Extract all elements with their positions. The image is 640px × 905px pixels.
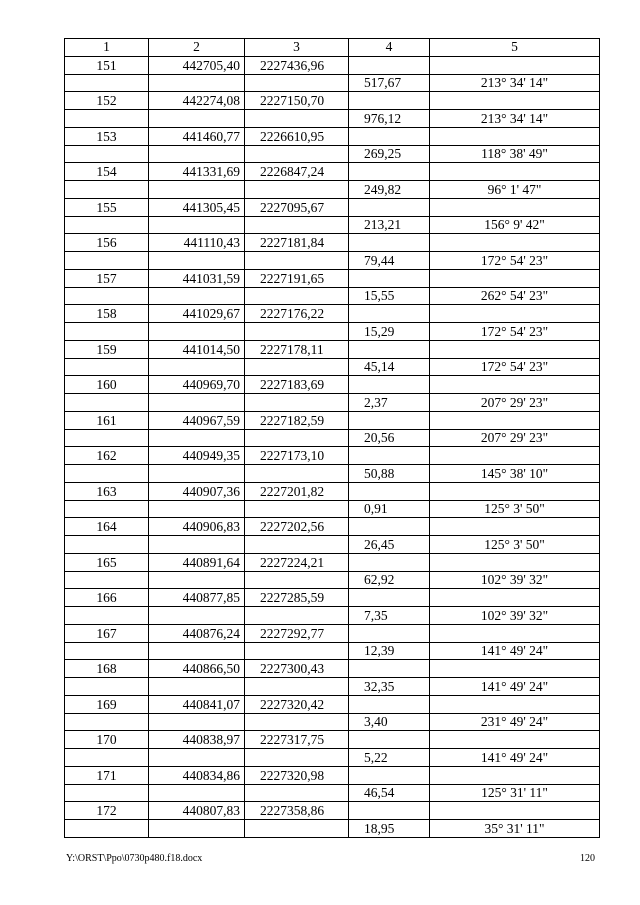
point-row xyxy=(65,411,600,429)
segment-row xyxy=(65,713,600,731)
cell-x-coordinate: 440877,85 xyxy=(149,589,245,607)
cell-y-coordinate xyxy=(245,678,349,696)
cell-y-coordinate xyxy=(245,323,349,341)
cell-x-coordinate xyxy=(149,678,245,696)
cell-direction-angle xyxy=(430,127,600,145)
cell-x-coordinate xyxy=(149,287,245,305)
cell-direction-angle xyxy=(430,802,600,820)
cell-distance xyxy=(349,340,430,358)
segment-row xyxy=(65,642,600,660)
point-row xyxy=(65,92,600,110)
cell-direction-angle: 207° 29' 23" xyxy=(430,429,600,447)
cell-point-number xyxy=(65,181,149,199)
cell-y-coordinate xyxy=(245,642,349,660)
point-row xyxy=(65,553,600,571)
cell-point-number xyxy=(65,713,149,731)
cell-point-number xyxy=(65,784,149,802)
cell-distance xyxy=(349,802,430,820)
segment-row xyxy=(65,429,600,447)
cell-distance xyxy=(349,56,430,74)
cell-point-number xyxy=(65,145,149,163)
cell-y-coordinate: 2227320,98 xyxy=(245,766,349,784)
cell-direction-angle xyxy=(430,553,600,571)
cell-point-number xyxy=(65,287,149,305)
cell-y-coordinate xyxy=(245,181,349,199)
cell-direction-angle: 118° 38' 49" xyxy=(430,145,600,163)
cell-direction-angle xyxy=(430,731,600,749)
cell-y-coordinate xyxy=(245,145,349,163)
cell-distance: 18,95 xyxy=(349,820,430,838)
cell-distance: 15,55 xyxy=(349,287,430,305)
cell-distance xyxy=(349,92,430,110)
cell-y-coordinate xyxy=(245,394,349,412)
cell-x-coordinate: 441110,43 xyxy=(149,234,245,252)
cell-x-coordinate xyxy=(149,465,245,483)
cell-point-number: 157 xyxy=(65,269,149,287)
cell-point-number: 161 xyxy=(65,411,149,429)
cell-direction-angle xyxy=(430,376,600,394)
cell-distance xyxy=(349,411,430,429)
point-row xyxy=(65,163,600,181)
cell-x-coordinate xyxy=(149,323,245,341)
cell-distance: 0,91 xyxy=(349,500,430,518)
cell-distance xyxy=(349,447,430,465)
cell-x-coordinate xyxy=(149,500,245,518)
segment-row xyxy=(65,110,600,128)
point-row xyxy=(65,589,600,607)
cell-y-coordinate: 2227183,69 xyxy=(245,376,349,394)
cell-x-coordinate xyxy=(149,110,245,128)
cell-distance: 45,14 xyxy=(349,358,430,376)
cell-x-coordinate: 441029,67 xyxy=(149,305,245,323)
cell-point-number xyxy=(65,536,149,554)
cell-y-coordinate xyxy=(245,500,349,518)
cell-direction-angle: 213° 34' 14" xyxy=(430,74,600,92)
cell-y-coordinate: 2227317,75 xyxy=(245,731,349,749)
cell-direction-angle: 207° 29' 23" xyxy=(430,394,600,412)
cell-y-coordinate: 2227292,77 xyxy=(245,624,349,642)
cell-distance xyxy=(349,624,430,642)
column-header-x-coordinate: 2 xyxy=(149,39,245,57)
cell-point-number xyxy=(65,678,149,696)
cell-y-coordinate xyxy=(245,287,349,305)
segment-row xyxy=(65,394,600,412)
point-row xyxy=(65,482,600,500)
cell-point-number xyxy=(65,820,149,838)
cell-direction-angle: 213° 34' 14" xyxy=(430,110,600,128)
cell-x-coordinate xyxy=(149,607,245,625)
cell-point-number: 154 xyxy=(65,163,149,181)
point-row xyxy=(65,198,600,216)
cell-point-number: 163 xyxy=(65,482,149,500)
cell-point-number xyxy=(65,429,149,447)
cell-distance: 2,37 xyxy=(349,394,430,412)
cell-x-coordinate: 440841,07 xyxy=(149,695,245,713)
cell-y-coordinate: 2227150,70 xyxy=(245,92,349,110)
cell-direction-angle: 172° 54' 23" xyxy=(430,323,600,341)
cell-direction-angle: 102° 39' 32" xyxy=(430,571,600,589)
cell-direction-angle: 172° 54' 23" xyxy=(430,358,600,376)
cell-point-number xyxy=(65,110,149,128)
cell-direction-angle xyxy=(430,411,600,429)
cell-distance: 213,21 xyxy=(349,216,430,234)
cell-distance: 20,56 xyxy=(349,429,430,447)
cell-direction-angle: 141° 49' 24" xyxy=(430,642,600,660)
cell-x-coordinate: 440876,24 xyxy=(149,624,245,642)
cell-direction-angle: 125° 3' 50" xyxy=(430,500,600,518)
cell-direction-angle xyxy=(430,695,600,713)
cell-distance: 12,39 xyxy=(349,642,430,660)
cell-direction-angle xyxy=(430,234,600,252)
cell-x-coordinate xyxy=(149,784,245,802)
cell-point-number: 160 xyxy=(65,376,149,394)
cell-x-coordinate xyxy=(149,74,245,92)
point-row xyxy=(65,305,600,323)
segment-row xyxy=(65,536,600,554)
point-row xyxy=(65,660,600,678)
cell-x-coordinate: 440866,50 xyxy=(149,660,245,678)
cell-y-coordinate: 2227300,43 xyxy=(245,660,349,678)
cell-direction-angle xyxy=(430,589,600,607)
cell-y-coordinate: 2227285,59 xyxy=(245,589,349,607)
cell-x-coordinate: 442705,40 xyxy=(149,56,245,74)
footer-page-number: 120 xyxy=(580,853,595,864)
cell-point-number: 171 xyxy=(65,766,149,784)
cell-point-number: 162 xyxy=(65,447,149,465)
cell-distance xyxy=(349,589,430,607)
column-header-y-coordinate: 3 xyxy=(245,39,349,57)
cell-y-coordinate xyxy=(245,216,349,234)
cell-x-coordinate xyxy=(149,181,245,199)
cell-distance xyxy=(349,660,430,678)
cell-distance xyxy=(349,695,430,713)
cell-direction-angle xyxy=(430,482,600,500)
cell-direction-angle xyxy=(430,518,600,536)
cell-distance: 79,44 xyxy=(349,252,430,270)
cell-direction-angle: 231° 49' 24" xyxy=(430,713,600,731)
point-row xyxy=(65,624,600,642)
segment-row xyxy=(65,145,600,163)
cell-y-coordinate xyxy=(245,74,349,92)
cell-point-number: 156 xyxy=(65,234,149,252)
cell-y-coordinate: 2227191,65 xyxy=(245,269,349,287)
cell-x-coordinate: 440807,83 xyxy=(149,802,245,820)
cell-direction-angle xyxy=(430,198,600,216)
point-row xyxy=(65,376,600,394)
cell-y-coordinate: 2227173,10 xyxy=(245,447,349,465)
cell-x-coordinate: 440969,70 xyxy=(149,376,245,394)
cell-distance xyxy=(349,198,430,216)
cell-direction-angle: 141° 49' 24" xyxy=(430,749,600,767)
cell-y-coordinate: 2227201,82 xyxy=(245,482,349,500)
cell-x-coordinate: 441331,69 xyxy=(149,163,245,181)
cell-x-coordinate: 441305,45 xyxy=(149,198,245,216)
cell-y-coordinate xyxy=(245,358,349,376)
cell-direction-angle: 125° 3' 50" xyxy=(430,536,600,554)
cell-y-coordinate: 2227095,67 xyxy=(245,198,349,216)
cell-x-coordinate xyxy=(149,252,245,270)
cell-distance xyxy=(349,731,430,749)
cell-x-coordinate xyxy=(149,394,245,412)
cell-point-number xyxy=(65,323,149,341)
cell-distance: 50,88 xyxy=(349,465,430,483)
cell-x-coordinate: 440906,83 xyxy=(149,518,245,536)
cell-y-coordinate: 2227224,21 xyxy=(245,553,349,571)
point-row xyxy=(65,802,600,820)
point-row xyxy=(65,269,600,287)
cell-y-coordinate xyxy=(245,465,349,483)
point-row xyxy=(65,340,600,358)
cell-point-number xyxy=(65,571,149,589)
cell-direction-angle: 96° 1' 47" xyxy=(430,181,600,199)
cell-x-coordinate xyxy=(149,749,245,767)
cell-distance xyxy=(349,127,430,145)
cell-point-number: 169 xyxy=(65,695,149,713)
cell-distance xyxy=(349,269,430,287)
cell-distance: 46,54 xyxy=(349,784,430,802)
point-row xyxy=(65,447,600,465)
cell-point-number: 172 xyxy=(65,802,149,820)
footer-file-path: Y:\ORST\Ppo\0730p480.f18.docx xyxy=(66,853,203,864)
cell-point-number: 153 xyxy=(65,127,149,145)
cell-distance: 32,35 xyxy=(349,678,430,696)
cell-distance xyxy=(349,482,430,500)
cell-direction-angle: 125° 31' 11" xyxy=(430,784,600,802)
cell-point-number: 155 xyxy=(65,198,149,216)
cell-point-number xyxy=(65,216,149,234)
cell-direction-angle xyxy=(430,660,600,678)
point-row xyxy=(65,695,600,713)
cell-point-number xyxy=(65,74,149,92)
cell-point-number: 167 xyxy=(65,624,149,642)
cell-point-number xyxy=(65,394,149,412)
cell-point-number: 170 xyxy=(65,731,149,749)
segment-row xyxy=(65,749,600,767)
cell-y-coordinate: 2227202,56 xyxy=(245,518,349,536)
cell-point-number: 151 xyxy=(65,56,149,74)
cell-x-coordinate: 442274,08 xyxy=(149,92,245,110)
column-header-distance: 4 xyxy=(349,39,430,57)
cell-x-coordinate: 440838,97 xyxy=(149,731,245,749)
cell-y-coordinate: 2226847,24 xyxy=(245,163,349,181)
cell-direction-angle xyxy=(430,624,600,642)
segment-row xyxy=(65,74,600,92)
cell-y-coordinate: 2227181,84 xyxy=(245,234,349,252)
cell-distance xyxy=(349,766,430,784)
cell-direction-angle xyxy=(430,92,600,110)
cell-x-coordinate: 440834,86 xyxy=(149,766,245,784)
cell-point-number xyxy=(65,358,149,376)
cell-direction-angle xyxy=(430,163,600,181)
cell-point-number: 164 xyxy=(65,518,149,536)
cell-distance: 249,82 xyxy=(349,181,430,199)
table-body xyxy=(65,56,600,837)
cell-x-coordinate: 440967,59 xyxy=(149,411,245,429)
cell-y-coordinate: 2227182,59 xyxy=(245,411,349,429)
cell-direction-angle xyxy=(430,340,600,358)
cell-direction-angle xyxy=(430,56,600,74)
point-row xyxy=(65,56,600,74)
segment-row xyxy=(65,820,600,838)
cell-direction-angle: 156° 9' 42" xyxy=(430,216,600,234)
cell-x-coordinate xyxy=(149,642,245,660)
coordinates-table xyxy=(64,38,600,838)
cell-x-coordinate xyxy=(149,536,245,554)
table-header-row xyxy=(65,39,600,57)
cell-distance: 269,25 xyxy=(349,145,430,163)
segment-row xyxy=(65,607,600,625)
cell-x-coordinate xyxy=(149,820,245,838)
cell-direction-angle: 262° 54' 23" xyxy=(430,287,600,305)
cell-direction-angle: 172° 54' 23" xyxy=(430,252,600,270)
cell-y-coordinate: 2227320,42 xyxy=(245,695,349,713)
cell-x-coordinate: 441460,77 xyxy=(149,127,245,145)
point-row xyxy=(65,731,600,749)
cell-distance: 26,45 xyxy=(349,536,430,554)
segment-row xyxy=(65,216,600,234)
segment-row xyxy=(65,358,600,376)
cell-point-number: 152 xyxy=(65,92,149,110)
cell-point-number xyxy=(65,642,149,660)
segment-row xyxy=(65,181,600,199)
segment-row xyxy=(65,323,600,341)
cell-point-number: 168 xyxy=(65,660,149,678)
cell-direction-angle: 145° 38' 10" xyxy=(430,465,600,483)
point-row xyxy=(65,766,600,784)
cell-distance: 976,12 xyxy=(349,110,430,128)
cell-x-coordinate xyxy=(149,145,245,163)
cell-x-coordinate xyxy=(149,571,245,589)
cell-point-number: 166 xyxy=(65,589,149,607)
cell-y-coordinate xyxy=(245,536,349,554)
cell-point-number xyxy=(65,749,149,767)
segment-row xyxy=(65,500,600,518)
cell-y-coordinate xyxy=(245,607,349,625)
cell-x-coordinate: 441014,50 xyxy=(149,340,245,358)
segment-row xyxy=(65,571,600,589)
cell-y-coordinate: 2227436,96 xyxy=(245,56,349,74)
cell-distance xyxy=(349,234,430,252)
segment-row xyxy=(65,252,600,270)
cell-y-coordinate: 2226610,95 xyxy=(245,127,349,145)
cell-point-number: 158 xyxy=(65,305,149,323)
cell-direction-angle xyxy=(430,305,600,323)
cell-x-coordinate: 440891,64 xyxy=(149,553,245,571)
cell-y-coordinate: 2227176,22 xyxy=(245,305,349,323)
cell-point-number xyxy=(65,500,149,518)
cell-y-coordinate xyxy=(245,713,349,731)
cell-point-number xyxy=(65,607,149,625)
cell-y-coordinate xyxy=(245,429,349,447)
cell-direction-angle: 141° 49' 24" xyxy=(430,678,600,696)
column-header-point-number: 1 xyxy=(65,39,149,57)
column-header-direction-angle: 5 xyxy=(430,39,600,57)
cell-x-coordinate: 440907,36 xyxy=(149,482,245,500)
cell-y-coordinate xyxy=(245,252,349,270)
cell-y-coordinate xyxy=(245,820,349,838)
segment-row xyxy=(65,287,600,305)
segment-row xyxy=(65,784,600,802)
cell-distance: 62,92 xyxy=(349,571,430,589)
cell-x-coordinate: 440949,35 xyxy=(149,447,245,465)
cell-distance xyxy=(349,553,430,571)
cell-x-coordinate xyxy=(149,713,245,731)
cell-distance xyxy=(349,305,430,323)
cell-point-number xyxy=(65,465,149,483)
segment-row xyxy=(65,678,600,696)
cell-direction-angle xyxy=(430,766,600,784)
cell-y-coordinate xyxy=(245,110,349,128)
cell-distance: 15,29 xyxy=(349,323,430,341)
cell-distance xyxy=(349,163,430,181)
cell-y-coordinate: 2227178,11 xyxy=(245,340,349,358)
point-row xyxy=(65,234,600,252)
cell-direction-angle: 102° 39' 32" xyxy=(430,607,600,625)
cell-direction-angle xyxy=(430,447,600,465)
cell-y-coordinate xyxy=(245,784,349,802)
cell-point-number: 165 xyxy=(65,553,149,571)
cell-direction-angle xyxy=(430,269,600,287)
point-row xyxy=(65,127,600,145)
cell-distance: 7,35 xyxy=(349,607,430,625)
segment-row xyxy=(65,465,600,483)
cell-y-coordinate xyxy=(245,571,349,589)
cell-distance xyxy=(349,518,430,536)
cell-distance: 5,22 xyxy=(349,749,430,767)
cell-x-coordinate: 441031,59 xyxy=(149,269,245,287)
cell-x-coordinate xyxy=(149,358,245,376)
cell-y-coordinate xyxy=(245,749,349,767)
cell-point-number xyxy=(65,252,149,270)
cell-point-number: 159 xyxy=(65,340,149,358)
cell-direction-angle: 35° 31' 11" xyxy=(430,820,600,838)
point-row xyxy=(65,518,600,536)
cell-x-coordinate xyxy=(149,216,245,234)
cell-distance: 517,67 xyxy=(349,74,430,92)
cell-distance xyxy=(349,376,430,394)
cell-distance: 3,40 xyxy=(349,713,430,731)
cell-x-coordinate xyxy=(149,429,245,447)
cell-y-coordinate: 2227358,86 xyxy=(245,802,349,820)
